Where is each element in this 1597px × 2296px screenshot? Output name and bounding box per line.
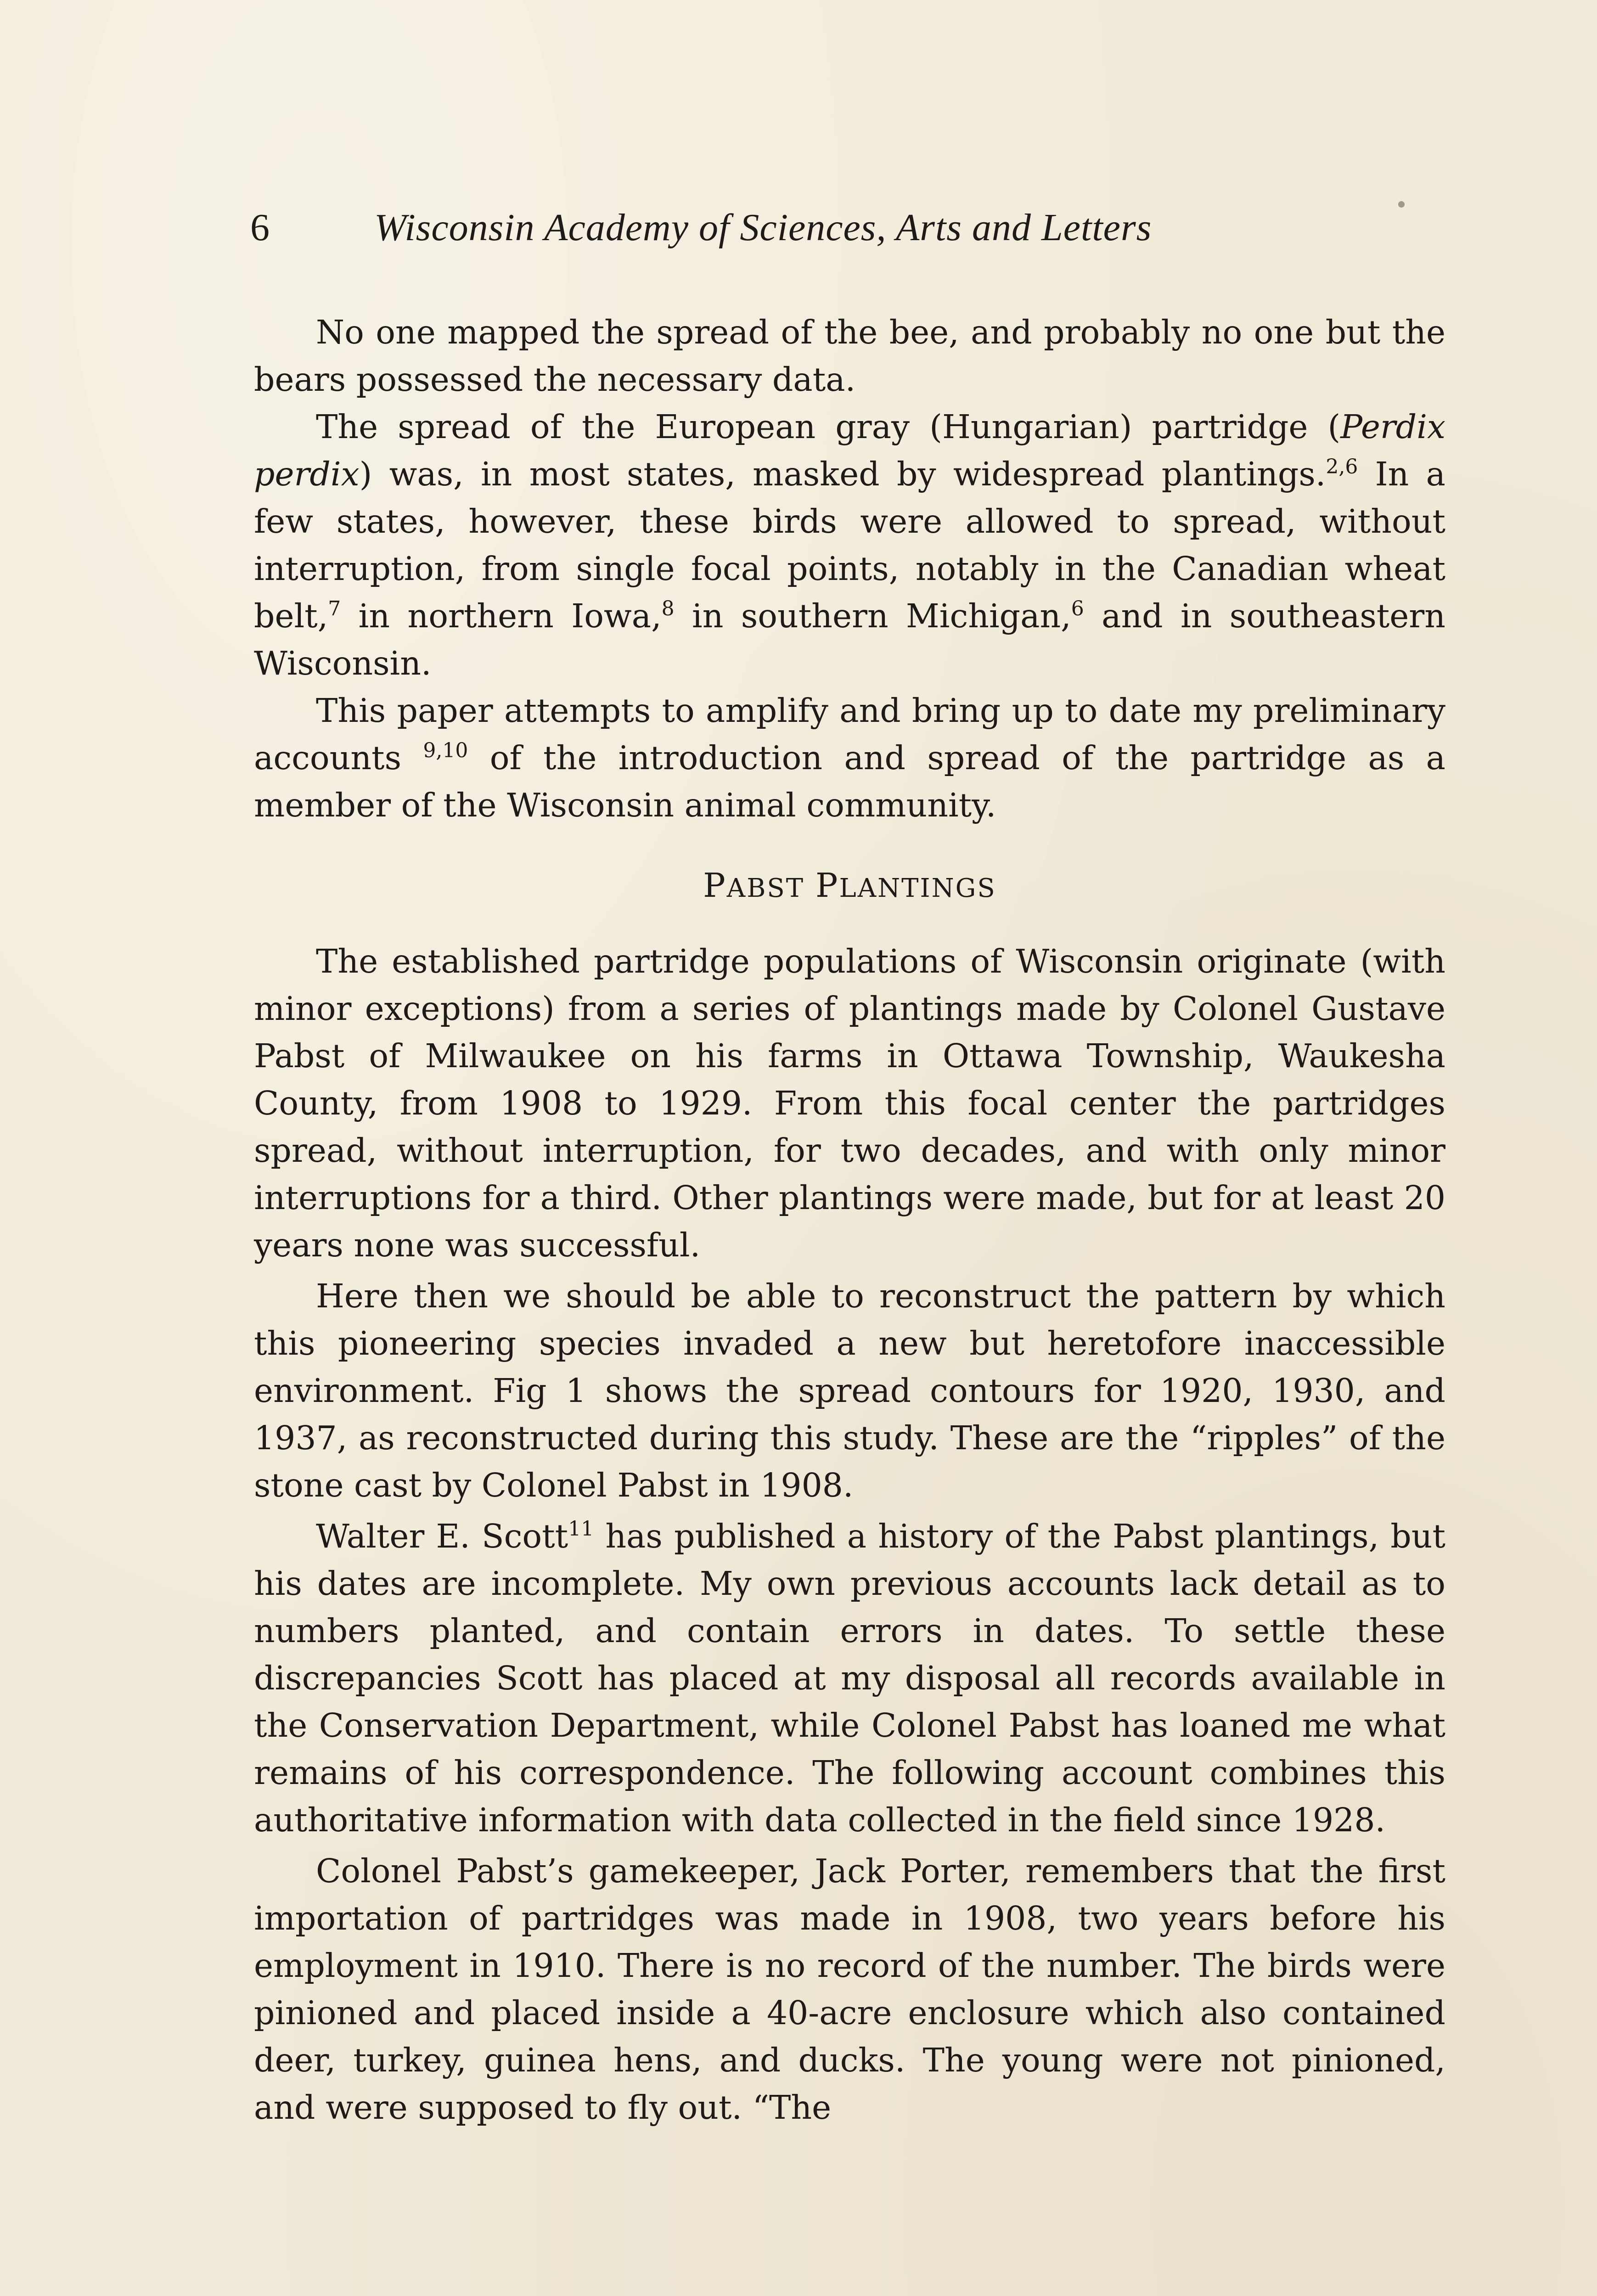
running-head [250, 205, 1449, 256]
reference-superscript: 2,6 [1326, 455, 1358, 478]
section-heading: PABST PLANTINGS [703, 866, 996, 905]
paragraph-scott: Walter E. Scott$^{11}$ has published a history of the Pabst plantings, but his dates are incomplete. My own previous accounts lack detail as to numbers planted, and contain errors in dates. To settle these discrepancies Scott has placed at my disposal all records available in the Conservation Department, while Colonel Pabst has loaned me what remains of his correspondence. The following account combines this authoritative information with data collected in the field since 1928. [254, 1517, 1445, 1839]
reference-superscript: 11 [568, 1517, 594, 1541]
paragraph-bee: No one mapped the spread of the bee, and probably no one but the bears possessed the necessary data. [254, 313, 1445, 399]
journal-title: Wisconsin Academy of Sciences, Arts and Letters [374, 206, 1152, 249]
reference-superscript: 9,10 [423, 739, 468, 762]
reference-superscript: 8 [661, 597, 675, 620]
paragraph-ripples: Here then we should be able to reconstruct the pattern by which this pioneering species invaded a new but heretofore inaccessible environment. Fig 1 shows the spread contours for 1920, 1930, and 1937, as reconstructed during this study. These are the “ripples” of the stone cast by Colonel Pabst in 1908. [254, 1277, 1445, 1504]
paragraph-gamekeeper: Colonel Pabst’s gamekeeper, Jack Porter, remembers that the first importation of partridges was made in 1908, two years before his employment in 1910. There is no record of the number. The birds were pinioned and placed inside a 40-acre enclosure which also contained deer, turkey, guinea hens, and ducks. The young were not pinioned, and were supposed to fly out. “The [254, 1852, 1445, 2127]
paragraph-spread: The spread of the European gray (Hungarian) partridge (Perdix perdix) was, in most states, masked by widespread plantings.$^{2,6}$ In a few states, however, these birds were allowed to spread, without interruption, from single focal points, notably in the Canadian wheat belt,$^7$ in northern Iowa,$^8$ in southern Michigan,$^6$ and in southeastern Wisconsin. [254, 408, 1445, 682]
species-name: Perdix perdix [254, 408, 1445, 493]
paragraph-plantings: The established partridge populations of Wisconsin originate (with minor exceptions) from a series of plantings made by Colonel Gustave Pabst of Milwaukee on his farms in Ottawa Township, Waukesha County, from 1908 to 1929. From this focal center the partridges spread, without interruption, for two decades, and with only minor interruptions for a third. Other plantings were made, but for at least 20 years none was successful. [254, 942, 1445, 1264]
page-number: 6 [250, 206, 270, 249]
paragraph-purpose: This paper attempts to amplify and bring up to date my preliminary accounts $^{9,10}$ of the introduction and spread of the partridge as a member of the Wisconsin animal community. [254, 692, 1445, 824]
body-text [254, 309, 1445, 2131]
reference-superscript: 6 [1071, 597, 1084, 620]
reference-superscript: 7 [328, 597, 341, 620]
